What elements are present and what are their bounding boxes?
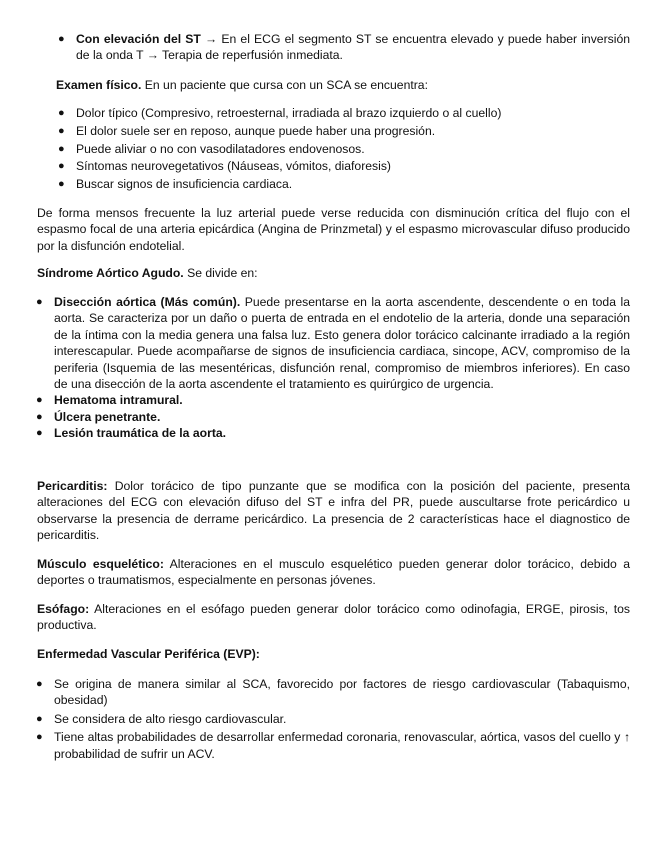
bullet-icon: ●: [58, 107, 65, 119]
bullet-icon: ●: [36, 427, 43, 440]
list-item: ● Se considera de alto riesgo cardiovascular.: [36, 711, 287, 726]
bullet-icon: ●: [58, 160, 65, 173]
list-item: ● El dolor suele ser en reposo, aunque puede haber una progresión.: [76, 123, 630, 141]
bullet-icon: ●: [36, 712, 43, 725]
bullet-icon: ●: [58, 178, 65, 191]
exam-list: [58, 105, 630, 194]
list-item: ● Lesión traumática de la aorta.: [36, 426, 227, 441]
list-item: ● Dolor típico (Compresivo, retroesternal, irradiada al brazo izquierdo o al cuello): [76, 105, 630, 123]
bullet-icon: ●: [36, 678, 43, 690]
dissection-term: Disección aórtica (Más común).: [54, 295, 241, 309]
aortic-heading: Síndrome Aórtico Agudo. Se divide en:: [37, 266, 258, 280]
exam-heading: Examen físico. En un paciente que cursa con un SCA se encuentra:: [56, 78, 428, 92]
list-item: ● Puede aliviar o no con vasodilatadores endovenosos.: [76, 141, 630, 159]
arrow-icon: →: [146, 48, 159, 63]
pericarditis-paragraph: Pericarditis: Dolor torácico de tipo punzante que se modifica con la posición del paciente, presenta alteraciones del ECG con elevación difuso del ST e infra del PR, puede auscultarse frote pericárdico u observarse la presencia de derrame pericárdico. La presencia de 2 características hace el diagnostico de pericarditis.: [37, 479, 630, 543]
esofago-paragraph: Esófago: Alteraciones en el esófago pueden generar dolor torácico como odinofagia, ERGE, pirosis, tos productiva.: [37, 602, 630, 633]
list-item: ● Con elevación del ST → En el ECG el segmento ST se encuentra elevado y puede haber inversión de la onda T → Terapia de reperfusión inmediata.: [58, 32, 630, 63]
list-item: ● Tiene altas probabilidades de desarrollar enfermedad coronaria, renovascular, aórtica, vasos del cuello y ↑ probabilidad de sufrir un ACV.: [36, 730, 630, 761]
list-item: ● Se origina de manera similar al SCA, favorecido por factores de riesgo cardiovascular (Tabaquismo, obesidad): [36, 677, 630, 708]
aortic-list: [36, 294, 630, 442]
bullet-icon: ●: [58, 124, 65, 137]
stemi-list: [58, 31, 630, 64]
list-item: ● Buscar signos de insuficiencia cardiaca.: [76, 176, 630, 194]
stemi-term: Con elevación del ST: [76, 32, 201, 46]
list-item: ● Úlcera penetrante.: [36, 409, 161, 424]
bullet-icon: ●: [58, 142, 65, 155]
bullet-icon: ●: [36, 394, 43, 407]
prinzmetal-paragraph: De forma mensos frecuente la luz arterial puede verse reducida con disminución crítica del flujo con el espasmo focal de una arteria epicárdica (Angina de Prinzmetal) y el espasmo microvascular difuso producido por la disfunción endotelial.: [37, 206, 630, 253]
musculo-paragraph: Músculo esquelético: Alteraciones en el musculo esquelético pueden generar dolor torácico, debido a deportes o traumatismos, especialmente en personas jóvenes.: [37, 557, 631, 588]
bullet-icon: ●: [58, 33, 65, 45]
evp-list: [36, 676, 630, 762]
list-item: ● Hematoma intramural.: [36, 393, 183, 408]
arrow-icon: →: [205, 32, 218, 46]
list-item: ● Síntomas neurovegetativos (Náuseas, vómitos, diaforesis): [76, 158, 630, 176]
bullet-icon: ●: [36, 296, 43, 308]
list-item: ● Disección aórtica (Más común). Puede presentarse en la aorta ascendente, descendente o en toda la aorta. Se caracteriza por un daño o puerta de entrada en el endotelio de la arteria, donde una separación de la íntima con la media genera una falsa luz. Esto genera dolor torácico calcinante irradiado a la región interescapular. Puede acompañarse de signos de insuficiencia cardiaca, sincope, ACV, compromiso de la periferia (Isquemia de las mesentéricas, disfunción renal, compromiso de miembros inferiores). En caso de una disección de la aorta ascendente el tratamiento es quirúrgico de urgencia.: [36, 295, 630, 392]
bullet-icon: ●: [36, 410, 43, 423]
evp-heading: Enfermedad Vascular Periférica (EVP):: [37, 647, 260, 661]
bullet-icon: ●: [36, 731, 43, 744]
